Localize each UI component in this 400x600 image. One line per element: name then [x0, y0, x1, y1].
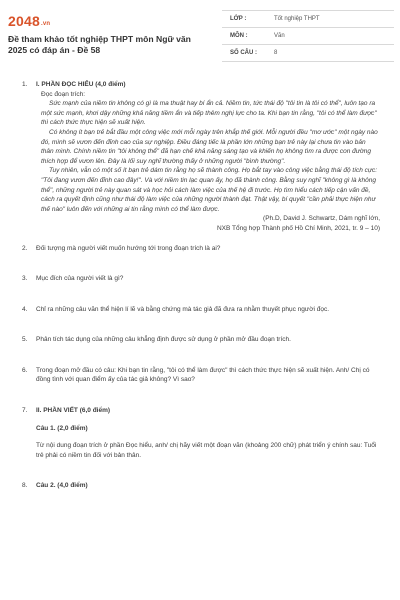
question-text: Chỉ ra những câu văn thể hiện lí lẽ và bằng chứng mà tác giả đã đưa ra nhằm thuyết phục người đọc. — [36, 305, 330, 313]
logo-text: 2048 — [8, 13, 40, 29]
question-text: Trong đoạn mở đầu có câu: Khi bạn tin rằng, "tôi có thể làm được" thì cách thức thực hiện sẽ xuất hiện. Anh/ Chị có đồng tình với quan điểm ấy của tác giả không? Vì sao? — [36, 366, 370, 384]
section-heading-reading: I. PHẦN ĐỌC HIỂU (4,0 điểm) — [36, 81, 126, 88]
page-header — [6, 8, 394, 66]
question-4 — [22, 305, 380, 315]
meta-label-subject: MÔN : — [230, 33, 248, 39]
logo-suffix: .vn — [40, 21, 51, 27]
question-number: 7. — [22, 407, 28, 415]
meta-row-class — [222, 11, 394, 28]
passage-paragraph-2: Có không ít bạn trẻ bắt đầu một công việc mới mỗi ngày trên khắp thế giới. Mỗi người đều "mơ ước" một ngày nào đó, mình sẽ vươn đến đỉnh cao của sự nghiệp. Điều đáng tiếc là phần lớn những bạn trẻ này lại chưa tin vào bản thân mình. Chính niềm tin "tôi không thể" đã hạn chế khả năng sáng tạo và khiến họ không tìm ra được con đường thích hợp để vươn lên. Đây là lối suy nghĩ thường thấy ở những người "bình thường". — [41, 128, 378, 165]
question-number: 3. — [22, 275, 28, 283]
reading-intro: Đọc đoạn trích: — [41, 90, 86, 98]
meta-label-count: SỐ CÂU : — [230, 50, 257, 56]
question-subheading: Câu 2. (4,0 điểm) — [36, 482, 88, 490]
question-subheading: Câu 1. (2,0 điểm) — [36, 424, 88, 432]
meta-row-count — [222, 45, 394, 62]
site-logo[interactable] — [8, 13, 50, 29]
exam-content — [22, 80, 380, 491]
question-8 — [22, 481, 380, 491]
question-text: Từ nội dung đoạn trích ở phần Đọc hiểu, anh/ chị hãy viết một đoạn văn (khoảng 200 chữ) phát triển ý chính sau: Tuổi trẻ phải có niềm tin đối với bản thân. — [36, 442, 377, 459]
passage-source-author: (Ph.D, David J. Schwartz, Dám nghĩ lớn, — [263, 215, 380, 223]
question-number: 5. — [22, 336, 28, 344]
meta-label-class: LỚP : — [230, 16, 247, 22]
question-3 — [22, 274, 380, 284]
document-title: Đề tham khảo tốt nghiệp THPT môn Ngữ văn 2025 có đáp án - Đề 58 — [8, 34, 191, 55]
exam-meta-table — [222, 10, 394, 62]
question-number: 2. — [22, 244, 28, 252]
question-number: 1. — [22, 81, 28, 88]
question-7 — [22, 406, 380, 460]
question-5 — [22, 335, 380, 345]
question-1 — [22, 80, 380, 234]
question-number: 4. — [22, 305, 28, 313]
passage-paragraph-1: Sức mạnh của niềm tin không có gì là ma thuật hay bí ẩn cả. Niềm tin, tức thái độ "tôi tin là tôi có thể", luôn tạo ra một sức mạnh, khơi dậy những khả năng tiềm ẩn và tiếp thêm nghị lực cho ta. Khi bạn tin rằng, "tôi có thể làm được" thì cách thức thực hiện sẽ xuất hiện. — [41, 100, 377, 127]
passage-source-publisher: NXB Tổng hợp Thành phố Hồ Chí Minh, 2021, tr. 9 – 10) — [216, 224, 380, 232]
passage-paragraph-3: Tuy nhiên, vẫn có một số ít bạn trẻ dám tin rằng họ sẽ thành công. Họ bắt tay vào công việc bằng thái độ tích cực: "Tôi đang vươn đến đỉnh cao đây!". Và với niềm tin lạc quan ấy, họ đã thành công. Bằng suy nghĩ "không gì là không thể", những người trẻ này quan sát và học hỏi cách làm việc của thế hệ đi trước. Họ tìm hiểu cách tiếp cận vấn đề, cách ra quyết định cũng như thái độ làm việc của những người thành đạt. Thật vậy, bí quyết "cần phải thực hiện như thế nào" luôn đến với những ai tin rằng mình có thể làm được. — [41, 167, 378, 213]
question-text: Phân tích tác dụng của những câu khẳng định được sử dụng ở phần mở đầu đoạn trích. — [36, 336, 291, 344]
meta-value-class: Tốt nghiệp THPT — [274, 16, 320, 22]
question-6 — [22, 366, 380, 385]
question-2 — [22, 244, 380, 254]
question-text: Đối tượng mà người viết muốn hướng tới trong đoạn trích là ai? — [36, 244, 221, 252]
section-heading-writing: II. PHẦN VIẾT (6,0 điểm) — [36, 407, 111, 415]
question-text: Mục đích của người viết là gì? — [36, 275, 124, 283]
meta-row-subject — [222, 28, 394, 45]
meta-value-subject: Văn — [274, 33, 285, 39]
meta-value-count: 8 — [274, 50, 278, 56]
question-number: 6. — [22, 366, 28, 374]
question-number: 8. — [22, 482, 28, 490]
